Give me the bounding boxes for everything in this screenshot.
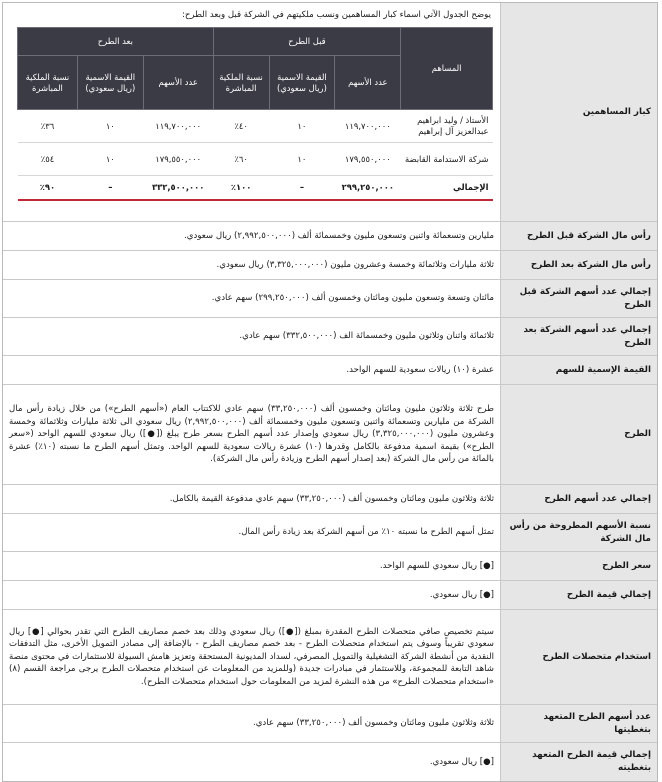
- before-pct: ٦٠٪: [213, 143, 269, 176]
- before-nominal: ١٠: [269, 110, 335, 143]
- before-shares: ١١٩,٧٠٠,٠٠٠: [335, 110, 401, 143]
- row-capital-before: [3, 222, 657, 251]
- row-label: إجمالي عدد أسهم الشركة قبل الطرح: [500, 280, 657, 317]
- offering-summary-table: [2, 2, 658, 782]
- row-label: كبار المساهمين: [500, 3, 657, 221]
- shareholders-intro: يوضح الجدول الآتي اسماء كبار المساهمين ونسب ملكيتهم في الشركة قبل وبعد الطرح:: [181, 10, 491, 20]
- table-total-row: [18, 176, 493, 200]
- row-label: عدد أسهم الطرح المتعهد بتغطيتها: [500, 705, 657, 742]
- total-after-pct: ٩٠٪: [18, 176, 78, 200]
- total-before-nominal: –: [269, 176, 335, 200]
- before-shares: ١٧٩,٥٥٠,٠٠٠: [335, 143, 401, 176]
- row-underwritten-shares: [3, 705, 657, 743]
- table-row: [18, 143, 493, 176]
- header-after-pct: نسبة الملكية المباشرة: [18, 56, 78, 110]
- shareholders-table: [17, 27, 493, 201]
- row-nominal-value: [3, 356, 657, 385]
- row-label: استخدام متحصلات الطرح: [500, 610, 657, 704]
- row-label: القيمة الإسمية للسهم: [500, 356, 657, 384]
- before-pct: ٤٠٪: [213, 110, 269, 143]
- row-value: مليارين وتسعمائة واثنين وتسعون مليون وخمسمائة ألف (٢,٩٩٢,٥٠٠,٠٠٠) ريال سعودي.: [184, 230, 494, 241]
- row-label: الطرح: [500, 385, 657, 484]
- row-use-of-proceeds: [3, 610, 657, 705]
- total-before-shares: ٢٩٩,٢٥٠,٠٠٠: [335, 176, 401, 200]
- after-nominal: ١٠: [77, 110, 143, 143]
- header-after-offering: بعد الطرح: [18, 28, 214, 56]
- after-pct: ٥٤٪: [18, 143, 78, 176]
- row-value: عشرة (١٠) ريالات سعودية للسهم الواحد.: [346, 364, 494, 375]
- after-shares: ١٧٩,٥٥٠,٠٠٠: [143, 143, 213, 176]
- table-row: [18, 110, 493, 143]
- total-after-nominal: –: [77, 176, 143, 200]
- row-value: سيتم تخصيص صافي متحصلات الطرح المقدرة بمبلغ ([●]) ريال سعودي وذلك بعد خصم مصاريف الطرح التي تقدر بحوالي [●] ريال سعودي تقريباً وسوف يتم استخدام متحصلات الطرح - بعد خصم مصاريف الطرح - بالإضافة إلى مصادر التمويل الأخرى، مثل التدفقات النقدية من أنشطة الشركة التشغيلية والتمويل المصرفي، لسداد المديونية المستحقة وتعزيز هامش السيولة للاستثمارات في محتوى منصة شاهد التابعة للمجموعة، وللاستثمار في مبادرات جديدة (وللمزيد من المعلومات عن استخدام متحصلات الطرح يرجى مراجعة القسم (٨) «استخدام متحصلات الطرح» من هذه النشرة لمزيد من المعلومات حول استخدام متحصلات الطرح).: [9, 626, 494, 687]
- row-label: سعر الطرح: [500, 552, 657, 580]
- header-before-offering: قبل الطرح: [213, 28, 401, 56]
- row-major-shareholders: [3, 3, 657, 222]
- row-total-offer-value: [3, 581, 657, 610]
- row-total-shares-before: [3, 280, 657, 318]
- row-offer-price: [3, 552, 657, 581]
- row-label: إجمالي قيمة الطرح المتعهد بتغطيته: [500, 743, 657, 781]
- before-nominal: ١٠: [269, 143, 335, 176]
- row-label: رأس مال الشركة بعد الطرح: [500, 251, 657, 279]
- row-value: مائتان وتسعة وتسعون مليون ومائتان وخمسون ألف (٢٩٩,٢٥٠,٠٠٠) سهم عادي.: [211, 293, 494, 304]
- row-value: [●] ريال سعودي.: [429, 756, 494, 767]
- shareholder-name: شركة الاستدامة القابضة: [401, 143, 493, 176]
- after-nominal: ١٠: [77, 143, 143, 176]
- row-value: ثلاثة وثلاثون مليون ومائتان وخمسون ألف (٣٣,٢٥٠,٠٠٠) سهم عادي.: [252, 718, 494, 729]
- row-label: إجمالي عدد أسهم الطرح: [500, 485, 657, 513]
- header-shareholder: المساهم: [401, 28, 493, 110]
- row-total-offer-shares: [3, 485, 657, 514]
- row-label: نسبة الأسهم المطروحة من رأس مال الشركة: [500, 514, 657, 551]
- row-offering: [3, 385, 657, 485]
- row-value: ثلاثمائة واثنان وثلاثون مليون وخمسمائة الف (٣٣٢,٥٠٠,٠٠٠) سهم عادي.: [239, 331, 494, 342]
- row-label: إجمالي قيمة الطرح: [500, 581, 657, 609]
- row-value: تمثل أسهم الطرح ما نسبته ١٠٪ من أسهم الشركة بعد زيادة رأس المال.: [238, 527, 494, 538]
- row-offered-percentage: [3, 514, 657, 552]
- header-before-pct: نسبة الملكية المباشرة: [213, 56, 269, 110]
- row-value: ثلاثة مليارات وثلاثمائة وخمسة وعشرون مليون (٣,٣٢٥,٠٠٠,٠٠٠) ريال سعودي.: [216, 259, 494, 270]
- after-shares: ١١٩,٧٠٠,٠٠٠: [143, 110, 213, 143]
- row-label: رأس مال الشركة قبل الطرح: [500, 222, 657, 250]
- row-value: ثلاثة وثلاثون مليون ومائتان وخمسون ألف (٣٣,٢٥٠,٠٠٠) سهم عادي مدفوعة القيمة بالكامل.: [169, 493, 494, 504]
- row-capital-after: [3, 251, 657, 280]
- row-value: [●] ريال سعودي.: [429, 589, 494, 600]
- row-total-shares-after: [3, 318, 657, 356]
- header-before-nominal: القيمة الاسمية (ريال سعودي): [269, 56, 335, 110]
- header-after-shares: عدد الأسهم: [143, 56, 213, 110]
- header-after-nominal: القيمة الاسمية (ريال سعودي): [77, 56, 143, 110]
- total-after-shares: ٣٣٢,٥٠٠,٠٠٠: [143, 176, 213, 200]
- total-label: الإجمالي: [401, 176, 493, 200]
- after-pct: ٣٦٪: [18, 110, 78, 143]
- shareholders-content: [3, 3, 500, 221]
- header-before-shares: عدد الأسهم: [335, 56, 401, 110]
- row-underwritten-value: [3, 743, 657, 781]
- total-before-pct: ١٠٠٪: [213, 176, 269, 200]
- shareholder-name: الأستاذ / وليد ابراهيم عبدالعزيز آل إبراهيم: [401, 110, 493, 143]
- row-value: [●] ريال سعودي للسهم الواحد.: [379, 560, 494, 571]
- row-label: إجمالي عدد أسهم الشركة بعد الطرح: [500, 318, 657, 355]
- row-value: طرح ثلاثة وثلاثون مليون ومائتان وخمسون ألف (٣٣,٢٥٠,٠٠٠) سهم عادي للاكتتاب العام («أسهم الطرح») من خلال زيادة رأس مال الشركة من مليارين وتسعمائة واثنين وتسعون مليون وخمسمائة ألف (٢,٩٩٢,٥٠٠,٠٠٠) ريال سعودي الى ثلاثة مليارات وثلاثمائة وخمسة وعشرون مليون (٣,٣٢٥,٠٠٠,٠٠٠) ريال سعودي وإصدار عدد أسهم الطرح بسعر طرح يبلغ ([●]) ريال سعودي للسهم الواحد («سعر الطرح») بقيمة اسمية مدفوعة بالكامل وقدرها (١٠) عشرة ريالات سعودية للسهم الواحد. وتمثل أسهم الطرح ما نسبته (١٠٪) عشرة بالمائة من رأس مال الشركة (بعد إصدار أسهم الطرح وزيادة رأس مال الشركة).: [9, 404, 495, 465]
